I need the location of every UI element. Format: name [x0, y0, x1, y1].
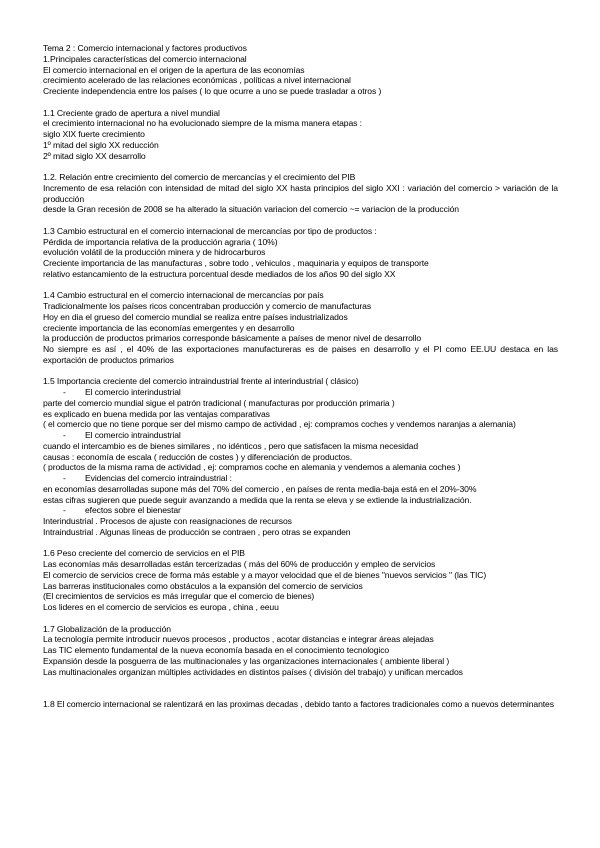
- text-line: el crecimiento internacional no ha evolucionado siempre de la misma manera etapas :: [43, 118, 362, 129]
- text-line: Las economías más desarrolladas están tercerizadas ( más del 60% de producción y empleo de servicios: [43, 559, 436, 569]
- text-line: Interindustrial . Procesos de ajuste con reasignaciones de recursos: [43, 516, 292, 526]
- section-1-3-heading: 1.3 Cambio estructural en el comercio internacional de mercancías por tipo de productos :: [43, 225, 377, 236]
- text-line: ( el comercio que no tiene porque ser del mismo campo de actividad , ej: compramos coches y vendemos naranjas a alemania): [43, 419, 516, 430]
- section-1-6-heading: 1.6 Peso creciente del comercio de servicios en el PIB: [43, 548, 245, 559]
- text-paragraph: Incremento de esa relación con intensidad de mitad del siglo XX hasta principios del siglo XXI : variación del comercio > variación de la producción: [43, 182, 558, 204]
- section-1-5-heading: 1.5 Importancia creciente del comercio intraindustrial frente al interindustrial ( clásico): [43, 376, 359, 387]
- section-1-4-heading: 1.4 Cambio estructural en el comercio internacional de mercancías por país: [43, 290, 324, 301]
- document-page: [43, 43, 558, 710]
- text-line: Creciente importancia de las manufacturas , sobre todo , vehiculos , maquinaria y equipos de transporte: [43, 258, 429, 268]
- text-line: Intraindustrial . Algunas líneas de producción se contraen , pero otras se expanden: [43, 526, 351, 537]
- document-title: Tema 2 : Comercio internacional y factores productivos: [43, 43, 247, 53]
- text-line: 1º mitad del siglo XX reducción: [43, 139, 159, 150]
- text-line: parte del comercio mundial sigue el patrón tradicional ( manufacturas por producción primaria ): [43, 397, 395, 408]
- text-line: evolución volátil de la producción minera y de hidrocarburos: [43, 247, 266, 258]
- section-1-2-heading: 1.2. Relación entre crecimiento del comercio de mercancías y el crecimiento del PIB: [43, 172, 356, 182]
- text-line: siglo XIX fuerte crecimiento: [43, 129, 145, 139]
- text-line: Expansión desde la posguerra de las multinacionales y las organizaciones internacionales ( ambiente liberal ): [43, 655, 450, 666]
- text-line: Pérdida de importancia relativa de la producción agraria ( 10%): [43, 236, 278, 247]
- text-line: Las barreras institucionales como obstáculos a la expansión del comercio de servicios: [43, 580, 363, 591]
- section-1-1-heading: 1.1 Creciente grado de apertura a nivel mundial: [43, 107, 220, 118]
- text-line: relativo estancamiento de la estructura porcentual desde mediados de los años 90 del siglo XX: [43, 268, 396, 279]
- text-line: desde la Gran recesión de 2008 se ha alterado la situación variacion del comercio ~= variacion de la producción: [43, 204, 459, 215]
- text-line: cuando el intercambio es de bienes similares , no idénticos , pero que satisfacen la misma necesidad: [43, 440, 419, 451]
- text-line: Las multinacionales organizan múltiples actividades en distintos países ( división del trabajo) y unifican mercados: [43, 666, 463, 677]
- text-line: Las TIC elemento fundamental de la nueva economía basada en el conocimiento tecnologico: [43, 645, 390, 655]
- text-line: La tecnología permite introducir nuevos procesos , productos , acotar distancias e integrar áreas alejadas: [43, 634, 434, 645]
- text-line: creciente importancia de las economías emergentes y en desarrollo: [43, 322, 295, 333]
- text-line: causas : economía de escala ( reducción de costes ) y diferenciación de productos.: [43, 451, 352, 462]
- text-line: El comercio de servicios crece de forma más estable y a mayor velocidad que el de bienes "nuevos servicios " (las TIC): [43, 569, 487, 580]
- text-line: 2º mitad siglo XX desarrollo: [43, 150, 146, 161]
- text-line: ( productos de la misma rama de actividad , ej: compramos coche en alemania y vendemos a alemania coches ): [43, 462, 461, 473]
- text-line: Creciente independencia entre los países ( lo que ocurre a uno se puede trasladar a otros ): [43, 86, 382, 96]
- text-line: Los lideres en el comercio de servicios es europa , china , eeuu: [43, 602, 279, 612]
- bullet-item: - El comercio interindustrial: [43, 387, 558, 398]
- text-line: crecimiento acelerado de las relaciones económicas , políticas a nivel internacional: [43, 75, 351, 86]
- text-paragraph: No siempre es así , el 40% de las exportaciones manufactureras es de paises en desarrollo y el PI como EE.UU destaca en las exportación de productos primarios: [43, 344, 558, 365]
- section-1-8-paragraph: 1.8 El comercio internacional se ralentizará en las proximas decadas , debido tanto a factores tradicionales como a nuevos determinantes: [43, 698, 554, 709]
- text-line: (El crecimientos de servicios es más irregular que el comercio de bienes): [43, 591, 315, 602]
- text-line: la producción de productos primarios corresponde básicamente a países de menor nivel de desarrollo: [43, 333, 422, 344]
- section-1-heading: 1.Principales características del comercio internacional: [43, 53, 247, 64]
- text-line: El comercio internacional en el origen de la apertura de las economías: [43, 64, 305, 75]
- text-line: es explicado en buena medida por las ventajas comparativas: [43, 408, 270, 419]
- bullet-item: - efectos sobre el bienestar: [43, 505, 558, 516]
- text-line: Hoy en dia el grueso del comercio mundial se realiza entre países industrializados: [43, 311, 348, 322]
- text-line: estas cifras sugieren que puede seguir avanzando a medida que la renta se eleva y se extiende la industrialización.: [43, 494, 472, 505]
- text-line: Tradicionalmente los países ricos concentraban producción y comercio de manufacturas: [43, 301, 372, 311]
- bullet-item: - El comercio intraindustrial: [43, 430, 558, 441]
- section-1-7-heading: 1.7 Globalización de la producción: [43, 623, 171, 634]
- text-line: en economías desarrolladas supone más del 70% del comercio , en países de renta media-baja está en el 20%-30%: [43, 483, 477, 494]
- bullet-item: - Evidencias del comercio intraindustrial :: [43, 473, 558, 484]
